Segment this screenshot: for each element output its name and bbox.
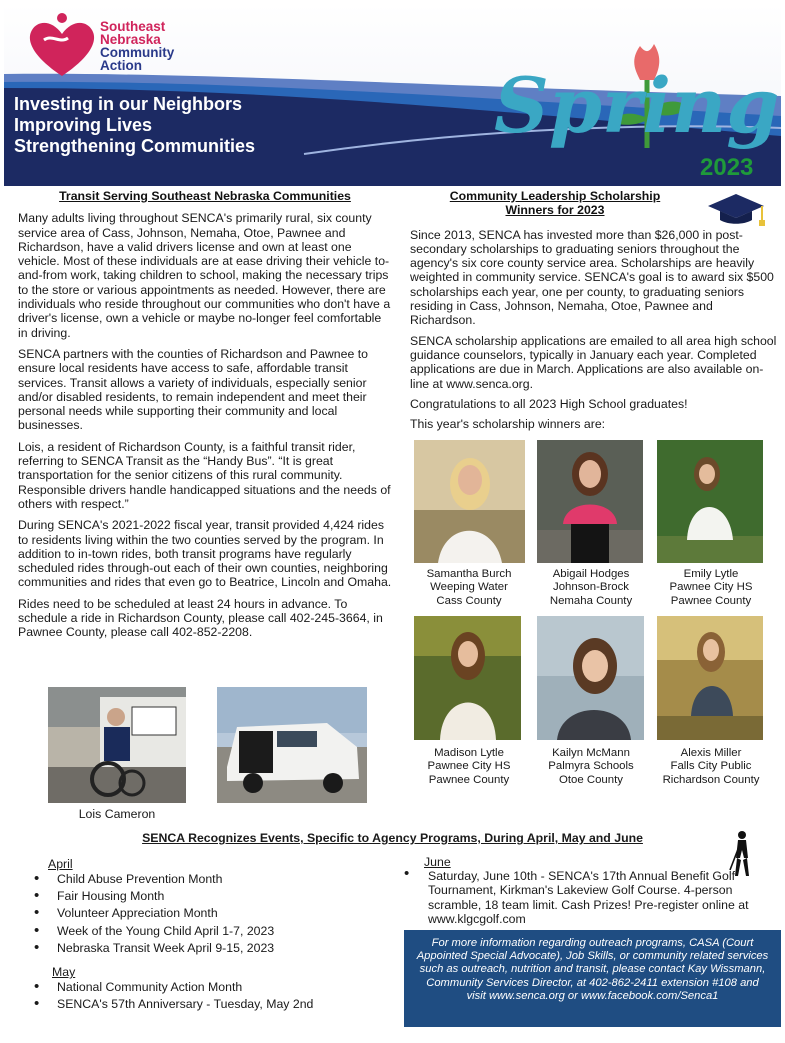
tagline-line: Investing in our Neighbors bbox=[14, 94, 243, 114]
tagline bbox=[14, 94, 255, 157]
org-name-line: Nebraska bbox=[100, 32, 161, 47]
winner-caption bbox=[646, 747, 776, 787]
winner-photo-madison-lytle bbox=[414, 616, 521, 740]
org-name-line: Southeast bbox=[100, 19, 166, 34]
transit-title: Transit Serving Southeast Nebraska Communities bbox=[59, 189, 351, 203]
winner-county: Otoe County bbox=[559, 773, 623, 786]
scholarship-paragraph: Since 2013, SENCA has invested more than $26,000 in post-secondary scholarships to graduating seniors throughout the agency's six core county service area. Scholarships are heavily weighted in community service. SENCA's goal is to award six $500 scholarships each year, one per county, to graduating seniors residing in Cass, Johnson, Nemaha, Otoe, Pawnee and Richardson. bbox=[410, 227, 774, 328]
winner-name: Abigail Hodges bbox=[552, 568, 630, 580]
winner-caption bbox=[526, 568, 656, 608]
event-item: • Volunteer Appreciation Month bbox=[32, 905, 274, 922]
winner-caption bbox=[404, 747, 534, 787]
scholarship-paragraph: SENCA scholarship applications are emailed to all area high school guidance counselors, typically in January each year. Completed applications are due in March. Applications are also available on-line at www.senca.org. bbox=[410, 333, 777, 391]
spring-title bbox=[490, 40, 781, 154]
june-label: June bbox=[424, 855, 451, 869]
winner-name: Emily Lytle bbox=[683, 568, 739, 580]
april-label: April bbox=[48, 857, 73, 871]
event-item: • Nebraska Transit Week April 9-15, 2023 bbox=[32, 940, 274, 957]
winner-county: Nemaha County bbox=[549, 594, 633, 607]
winner-photo-alexis-miller bbox=[657, 616, 763, 740]
winner-school: Pawnee City HS bbox=[669, 581, 753, 594]
golfer-icon bbox=[728, 830, 756, 880]
transit-paragraph: SENCA partners with the counties of Richardson and Pawnee to ensure local residents have access to safe, affordable transit services. Transit allows a variety of individuals, especially senior and/or disabled residents, to remain independent and meet their personal needs while supporting their community and local businesses. bbox=[18, 346, 368, 433]
tagline-line: Strengthening Communities bbox=[14, 136, 256, 156]
june-events-list bbox=[400, 869, 760, 926]
lois-cameron-caption: Lois Cameron bbox=[78, 807, 156, 821]
org-name-line: Community bbox=[100, 45, 175, 60]
winner-school: Pawnee City HS bbox=[427, 760, 511, 773]
winner-photo-abigail-hodges bbox=[537, 440, 643, 563]
transit-paragraph: Many adults living throughout SENCA's primarily rural, six county service area of Cass, Johnson, Nemaha, Otoe, Pawnee and Richardson, have a valid drivers license and own at least one vehicle. Most of these individuals are at ease driving their vehicle to-and-from work, taking children to school, making the necessary trips to the store or various appointments as needed. However, there are individuals who reside throughout our communities who don't have a driver's license, own a vehicle or maybe no-longer feel comfortable in driving. bbox=[18, 211, 391, 340]
events-title: SENCA Recognizes Events, Specific to Agency Programs, During April, May and June bbox=[142, 831, 643, 845]
transit-paragraph: Rides need to be scheduled at least 24 hours in advance. To schedule a ride in Richardson County, please call 402-245-3664, in Pawnee County, please call 402-852-2208. bbox=[18, 596, 383, 640]
event-item: • Saturday, June 10th - SENCA's 17th Annual Benefit Golf Tournament, Kirkman's Lakeview Golf Course. 4-person scramble, 18 team limit. Cash Prizes! Pre-register online at www.klgcgolf.com bbox=[400, 869, 760, 926]
newsletter-header bbox=[4, 4, 781, 186]
winner-name: Kailyn McMann bbox=[552, 747, 630, 759]
transit-paragraph: During SENCA's 2021-2022 fiscal year, transit provided 4,424 rides to residents living within the two counties served by the program. In addition to in-town rides, both transit programs have regularly scheduled rides through-out each of their own counties, neighboring communities and rides that even go to Beatrice, Lincoln and Omaha. bbox=[18, 518, 392, 590]
scholarship-paragraph: This year's scholarship winners are: bbox=[410, 417, 606, 432]
scholarship-title bbox=[410, 189, 700, 218]
org-name bbox=[100, 20, 174, 72]
winner-name: Alexis Miller bbox=[680, 747, 742, 759]
contact-info-box: For more information regarding outreach programs, CASA (Court Appointed Special Advocate), Job Skills, or community related services such as outreach, nutrition and transit, please contact Kay Wissmann, Community Services Director, at 402-862-2411 extension #108 and visit www.senca.org or www.facebook.com/Senca1 bbox=[404, 930, 781, 1027]
transit-article bbox=[18, 189, 392, 647]
winner-school: Falls City Public bbox=[670, 760, 752, 773]
winner-county: Pawnee County bbox=[670, 594, 752, 607]
may-label: May bbox=[52, 965, 76, 979]
senca-heart-logo bbox=[22, 10, 102, 84]
scholarship-paragraph: Congratulations to all 2023 High School graduates! bbox=[410, 396, 688, 411]
winner-county: Cass County bbox=[436, 594, 502, 607]
winner-county: Pawnee County bbox=[428, 773, 510, 786]
event-item: • Fair Housing Month bbox=[32, 888, 274, 905]
event-item: • Child Abuse Prevention Month bbox=[32, 871, 274, 888]
winner-photo-samantha-burch bbox=[414, 440, 525, 563]
winner-school: Palmyra Schools bbox=[548, 760, 634, 773]
winner-school: Johnson-Brock bbox=[553, 581, 629, 594]
event-item: • Week of the Young Child April 1-7, 2023 bbox=[32, 923, 274, 940]
winner-photo-kailyn-mcmann bbox=[537, 616, 644, 740]
event-item: • SENCA's 57th Anniversary - Tuesday, May 2nd bbox=[32, 996, 313, 1013]
may-events-list bbox=[32, 979, 313, 1013]
winner-caption bbox=[526, 747, 656, 787]
winner-name: Madison Lytle bbox=[434, 747, 504, 759]
scholarship-title-line: Winners for 2023 bbox=[505, 203, 605, 218]
issue-year: 2023 bbox=[700, 154, 754, 181]
winner-caption bbox=[404, 568, 534, 608]
winner-school: Weeping Water bbox=[430, 581, 508, 594]
scholarship-title-line: Community Leadership Scholarship bbox=[449, 189, 661, 203]
winner-county: Richardson County bbox=[662, 773, 760, 786]
transit-paragraph: Lois, a resident of Richardson County, is a faithful transit rider, referring to SENCA Transit as the “Handy Bus”. “It is great transportation for the senior citizens of this rural community. Responsible drivers handle handicapped situations and the needs of others with respect.” bbox=[18, 439, 391, 511]
graduation-cap-icon bbox=[706, 192, 766, 228]
spring-word-text: Spring bbox=[494, 61, 780, 150]
winner-caption bbox=[646, 568, 776, 608]
winner-photo-emily-lytle bbox=[657, 440, 763, 563]
org-name-line: Action bbox=[100, 58, 142, 73]
transit-van-photo bbox=[217, 687, 367, 803]
april-events-list bbox=[32, 871, 274, 957]
tagline-line: Improving Lives bbox=[14, 115, 153, 135]
event-item: • National Community Action Month bbox=[32, 979, 313, 996]
winner-name: Samantha Burch bbox=[426, 568, 512, 580]
lois-cameron-photo bbox=[48, 687, 186, 803]
